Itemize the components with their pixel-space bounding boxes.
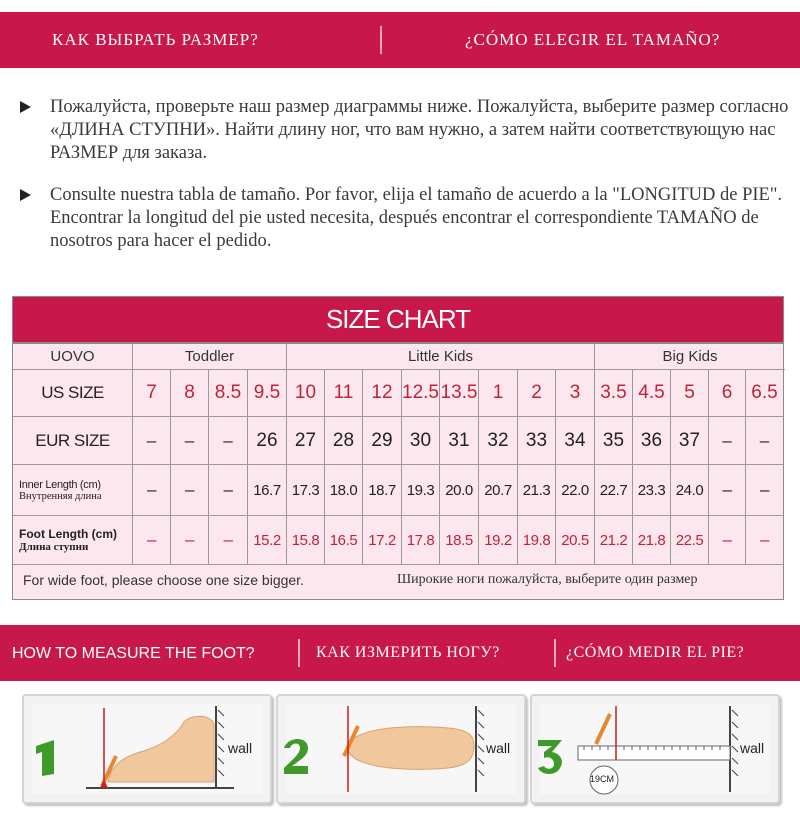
inner-length-cell: 16.7 — [248, 465, 287, 516]
wide-foot-note-en: For wide foot, please choose one size bigger. — [23, 572, 304, 588]
step-3-panel — [530, 694, 780, 804]
eur-size-cell: – — [171, 417, 209, 465]
wide-foot-note-ru: Широкие ноги пожалуйста, выберите один размер — [397, 572, 698, 587]
eur-size-cell: 36 — [633, 417, 671, 465]
banner-divider — [380, 26, 382, 54]
inner-length-cell: 22.7 — [595, 465, 633, 516]
foot-length-cell: 19.8 — [518, 516, 556, 565]
eur-size-cell: 30 — [402, 417, 440, 465]
foot-length-en: Foot Length (cm) — [19, 527, 117, 541]
brand-cell: UOVO — [13, 344, 133, 370]
how-to-measure-es: ¿CÓMO MEDIR EL PIE? — [566, 644, 745, 661]
inner-length-cell: 22.0 — [556, 465, 595, 516]
step-2-panel — [276, 694, 526, 804]
inner-length-cell: 18.0 — [325, 465, 363, 516]
inner-length-cell: 20.7 — [479, 465, 518, 516]
eur-size-cell: 29 — [363, 417, 402, 465]
inner-length-cell: – — [209, 465, 248, 516]
eur-size-cell: – — [209, 417, 248, 465]
us-size-cell: 9.5 — [248, 370, 287, 417]
how-to-measure-en: HOW TO MEASURE THE FOOT? — [12, 645, 255, 662]
inner-length-cell: 23.3 — [633, 465, 671, 516]
foot-length-cell: 16.5 — [325, 516, 363, 565]
bullet-triangle-icon — [20, 189, 31, 201]
us-size-cell: 6 — [709, 370, 746, 417]
foot-length-cell: 15.8 — [287, 516, 325, 565]
eur-size-cell: 33 — [518, 417, 556, 465]
banner-divider — [554, 639, 556, 667]
foot-length-cell: – — [709, 516, 746, 565]
inner-length-cell: 20.0 — [440, 465, 479, 516]
eur-size-cell: 28 — [325, 417, 363, 465]
how-to-choose-size-es: ¿CÓMO ELEGIR EL TAMAÑO? — [465, 30, 721, 49]
inner-length-cell: 17.3 — [287, 465, 325, 516]
instruction-ru-text: Пожалуйста, проверьте наш размер диаграммы ниже. Пожалуйста, выберите размер согласно «ДЛИНА СТУПНИ». Найти длину ног, что вам нужно, а затем найти соответствующую нас РАЗМЕР для заказа. — [50, 97, 789, 163]
us-size-cell: 8 — [171, 370, 209, 417]
inner-length-cell: – — [709, 465, 746, 516]
instruction-es — [20, 184, 790, 253]
group-little-kids: Little Kids — [287, 344, 595, 370]
us-size-cell: 2 — [518, 370, 556, 417]
foot-length-cell: 19.2 — [479, 516, 518, 565]
inner-length-cell: – — [746, 465, 783, 516]
inner-length-ru: Внутренняя длина — [19, 490, 102, 502]
foot-length-cell: – — [746, 516, 783, 565]
group-big-kids: Big Kids — [595, 344, 785, 370]
foot-length-cell: 22.5 — [671, 516, 709, 565]
foot-length-cell: 18.5 — [440, 516, 479, 565]
inner-length-label — [13, 465, 133, 516]
eur-size-cell: 26 — [248, 417, 287, 465]
foot-length-cell: – — [209, 516, 248, 565]
us-size-cell: 6.5 — [746, 370, 783, 417]
us-size-cell: 13.5 — [440, 370, 479, 417]
chart-note — [13, 564, 783, 598]
bullet-triangle-icon — [20, 101, 31, 113]
group-toddler: Toddler — [133, 344, 287, 370]
how-to-measure-ru: КАК ИЗМЕРИТЬ НОГУ? — [316, 644, 500, 661]
eur-size-cell: 37 — [671, 417, 709, 465]
eur-size-label: EUR SIZE — [13, 417, 133, 465]
size-chart-title: SIZE CHART — [13, 297, 783, 342]
eur-size-cell: 27 — [287, 417, 325, 465]
eur-size-cell: 32 — [479, 417, 518, 465]
instruction-ru — [20, 96, 790, 165]
foot-length-cell: 17.2 — [363, 516, 402, 565]
how-to-choose-size-ru: КАК ВЫБРАТЬ РАЗМЕР? — [52, 30, 259, 49]
inner-length-cell: 21.3 — [518, 465, 556, 516]
us-size-cell: 12.5 — [402, 370, 440, 417]
foot-length-ru: Длина ступни — [19, 541, 89, 553]
us-size-cell: 3.5 — [595, 370, 633, 417]
step-1-panel — [22, 694, 272, 804]
eur-size-cell: – — [746, 417, 783, 465]
us-size-cell: 12 — [363, 370, 402, 417]
inner-length-en: Inner Length (cm) — [19, 478, 101, 491]
inner-length-cell: 19.3 — [402, 465, 440, 516]
inner-length-cell: 24.0 — [671, 465, 709, 516]
eur-size-cell: – — [133, 417, 171, 465]
eur-size-cell: 34 — [556, 417, 595, 465]
foot-length-cell: 20.5 — [556, 516, 595, 565]
foot-length-label — [13, 516, 133, 565]
banner-divider — [298, 639, 300, 667]
us-size-cell: 1 — [479, 370, 518, 417]
measure-banner — [0, 625, 800, 681]
us-size-cell: 5 — [671, 370, 709, 417]
inner-length-cell: – — [133, 465, 171, 516]
wall-label: wall — [486, 740, 511, 756]
us-size-label: US SIZE — [13, 370, 133, 417]
foot-length-cell: 21.2 — [595, 516, 633, 565]
size-chart — [12, 296, 784, 600]
us-size-cell: 11 — [325, 370, 363, 417]
inner-length-cell: – — [171, 465, 209, 516]
instruction-es-text: Consulte nuestra tabla de tamaño. Por favor, elija el tamaño de acuerdo a la "LONGITUD de PIE". Encontrar la longitud del pie usted necesita, después encontrar el correspondiente TAMAÑO de nosotros para hacer el pedido. — [50, 185, 783, 251]
foot-top-icon — [348, 727, 474, 770]
ruler-icon — [578, 746, 730, 760]
us-size-cell: 7 — [133, 370, 171, 417]
us-size-cell: 8.5 — [209, 370, 248, 417]
us-size-cell: 3 — [556, 370, 595, 417]
foot-length-cell: – — [171, 516, 209, 565]
wall-label: wall — [740, 740, 765, 756]
foot-length-cell: 15.2 — [248, 516, 287, 565]
measure-value: 19CM — [590, 774, 615, 784]
wall-label: wall — [228, 740, 253, 756]
foot-length-cell: 21.8 — [633, 516, 671, 565]
top-banner — [0, 12, 800, 68]
inner-length-cell: 18.7 — [363, 465, 402, 516]
foot-length-cell: 17.8 — [402, 516, 440, 565]
foot-length-cell: – — [133, 516, 171, 565]
us-size-cell: 4.5 — [633, 370, 671, 417]
us-size-cell: 10 — [287, 370, 325, 417]
eur-size-cell: – — [709, 417, 746, 465]
eur-size-cell: 35 — [595, 417, 633, 465]
eur-size-cell: 31 — [440, 417, 479, 465]
